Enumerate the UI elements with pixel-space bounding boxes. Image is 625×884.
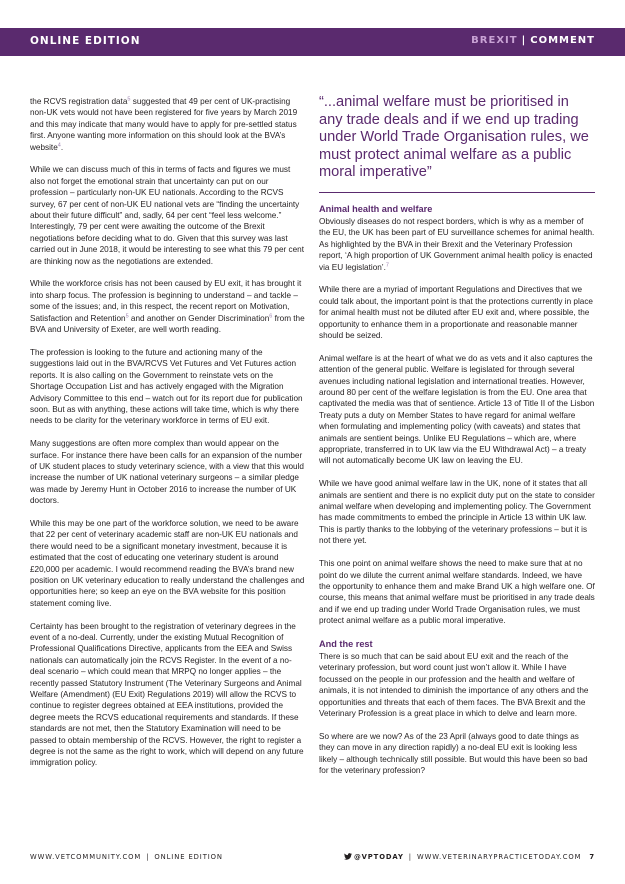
body-paragraph (319, 558, 595, 626)
body-paragraph (319, 731, 595, 777)
body-paragraph (30, 347, 306, 427)
body-paragraph (319, 478, 595, 546)
footer (30, 853, 595, 867)
footer-left (30, 853, 223, 861)
right-column-body (319, 203, 595, 776)
pull-quote: “...animal welfare must be prioritised in any trade deals and if we end up trading under World Trade Organisation rules, we must protect animal welfare as a public moral imperative” (319, 94, 595, 193)
footer-separator-2: | (408, 853, 412, 861)
footer-edition: ONLINE EDITION (154, 853, 223, 861)
paragraph-text: and another on Gender Discrimination (128, 313, 270, 323)
paragraph-text: While we have good animal welfare law in the UK, none of it states that all animals are sentient and there is no explicit duty put on the state to consider animal welfare when developing and implementing policy. The Government has made commitments to embed the principle in Article 13 within UK law. This is partly thanks to the lobbying of the veterinary professions – but it is not there yet. (319, 479, 595, 546)
body-paragraph (319, 651, 595, 719)
paragraph-text: While the workforce crisis has not been caused by EU exit, it has brought it into sharp focus. The profession is beginning to understand – and tackle – some of the issues; and, in this respect, the recent report on Motivation, Satisfaction and Retention (30, 279, 302, 323)
body-paragraph (319, 353, 595, 467)
paragraph-text: So where are we now? As of the 23 April (always good to date things as they can move in any direction rapidly) a no-deal EU exit is looking less likely – although technically still possible. But would this have been so bad for the veterinary profession? (319, 731, 588, 775)
body-paragraph (30, 278, 306, 335)
body-paragraph (319, 216, 595, 273)
body-paragraph (30, 621, 306, 769)
left-column (30, 96, 306, 769)
reference-marker: 5 (127, 96, 131, 103)
paragraph-text: Obviously diseases do not respect borders, which is why as a member of the EU, the UK has been part of EU surveillance schemes for animal health. As highlighted by the BVA in their Brexit and the Veterinary Profession report, ‘A high proportion of UK Government animal health policy is enacted via EU legislation’. (319, 216, 595, 272)
body-paragraph (30, 96, 306, 153)
section-label: BREXIT (471, 35, 518, 46)
footer-separator: | (146, 853, 150, 861)
page-number: 7 (589, 853, 595, 861)
paragraph-text: suggested that 49 per cent of UK-practising non-UK vets would not have been registered for five years by March 2019 and this may indicate that many would have to apply for pre-settled status first. Anyone wanting more information on this should look at the BVA’s website (30, 97, 298, 152)
section-heading: And the rest (319, 638, 373, 649)
footer-right (344, 853, 595, 861)
section-heading: Animal health and welfare (319, 203, 433, 214)
header-bar (0, 28, 625, 56)
body-paragraph (30, 518, 306, 609)
reference-marker: 4 (57, 141, 61, 148)
right-column (319, 96, 595, 776)
subsection-label: COMMENT (530, 35, 595, 46)
body-paragraph (319, 284, 595, 341)
paragraph-text: While we can discuss much of this in terms of facts and figures we must also not forget the emotional strain that uncertainty can put on our profession – particularly non-UK EU nationals. According to the RCVS survey, 67 per cent of non-UK EU national vets are “finding the uncertainty about their future difficult” and, sadly, 64 per cent “feel less welcome.” Interestingly, 79 per cent were awaiting the outcome of the Brexit negotiations before deciding what to do. Given that this survey was last carried out in June 2018, it would be interesting to see what this 79 per cent are thinking now as the negotiations are extended. (30, 165, 304, 266)
paragraph-text: The profession is looking to the future and actioning many of the suggestions laid out in the BVA/RCVS Vet Futures and Vet Futures action reports. It is also calling on the Government to reinstate vets on the Shortage Occupation List and has actively engaged with the Migration Advisory Committee to this end – watch out for its report due for publication soon. But as with anything, these actions will take time, which is why there needs to be clarity for the veterinary workforce in terms of EU exit. (30, 347, 303, 426)
paragraph-text: the RCVS registration data (30, 97, 128, 106)
paragraph-text: Animal welfare is at the heart of what we do as vets and it also captures the attention of the general public. Welfare is legislated for through several avenues including national legislation and international treaties. However, around 80 per cent of the welfare legislation is from the EU. One area that captivated the media was that of sentience. Article 13 of Title II of the Lisbon Treaty puts a duty on Member States to have regard for animal welfare when formulating and implementing policy (with caveats) and states that animals are sentient beings. Unlike EU Regulations – which are, where appropriate, transferred in to UK law via the EU Withdrawal Act) – a treaty will not automatically become UK law on leaving the EU. (319, 353, 595, 466)
edition-label: ONLINE EDITION (30, 35, 141, 47)
section-separator: | (521, 35, 527, 46)
paragraph-text: While this may be one part of the workforce solution, we need to be aware that 22 per cent of veterinary academic staff are non-UK EU nationals and there would need to be a significant monetary investment, because it is estimated that the cost of educating one veterinary student is around £20,000 per academic. I would recommend reading the BVA’s brand new position on UK veterinary education to really understand the challenges and opportunities here; so keep an eye on the BVA website for this position statement coming live. (30, 518, 305, 608)
twitter-handle-link[interactable]: @VPTODAY (353, 853, 404, 861)
paragraph-text: Many suggestions are often more complex than would appear on the surface. For instance there have been calls for an expansion of the number of UK student places to study veterinary science, with a view that this would increase the number of UK national veterinary surgeons – a similar pledge was made by Jeremy Hunt in October 2016 to increase the number of UK doctors. (30, 439, 304, 506)
reference-marker: 5 (125, 312, 129, 319)
paragraph-text: There is so much that can be said about EU exit and the reach of the veterinary profession, but word count just won’t allow it. While I have focussed on the people in our profession and the health and welfare of animals, it is not intended to diminish the importance of any others and the opportunities and threats that each of them faces. The BVA Brexit and the Veterinary Profession is a great place in which to delve and learn more. (319, 651, 589, 718)
twitter-bird-icon (344, 853, 352, 860)
paragraph-text: from the BVA and University of Exeter, are well worth reading. (30, 313, 305, 335)
body-paragraph (30, 164, 306, 267)
footer-site2-link[interactable]: WWW.VETERINARYPRACTICETODAY.COM (416, 853, 582, 861)
paragraph-text: This one point on animal welfare shows the need to make sure that at no point do we dilute the current animal welfare standards. Indeed, we have the opportunity to enhance them and make Brand UK a high welfare one. Of course, this means that animal welfare must be prioritised in any trade deals and if we end up trading under World Trade Organisation rules, we must protect animal welfare as a public moral imperative. (319, 559, 595, 626)
paragraph-text: Certainty has been brought to the registration of veterinary degrees in the event of a no-deal. Currently, under the existing Mutual Recognition of Professional Qualifications Directive, applicants from the EEA and Swiss nationals can automatically join the RCVS Register. In the event of a no-deal scenario – which could mean that MRPQ no longer applies – the recently passed Statutory Instrument (The Veterinary Surgeons and Animal Welfare (Amendment) (EU Exit) Regulations 2019) will allow the RCVS to continue to register degrees obtained at EEA institutions, provided the degree meets the RCVS educational requirements and standards. If these standards are not met, then the Statutory Examination will need to be passed to obtain membership of the RCVS. However, the right to register a degree is not the same as the right to work, which will depend on any future immigration policy. (30, 621, 304, 768)
footer-site-link[interactable]: WWW.VETCOMMUNITY.COM (30, 853, 142, 861)
reference-marker: 6 (269, 312, 273, 319)
paragraph-text: While there are a myriad of important Regulations and Directives that we could talk about, the important point is that the protections currently in place for animal health must not be diluted after EU exit and, where possible, the opportunity to enhance them in a proportionate and reasonable manner should be seized. (319, 285, 593, 341)
reference-marker: 7 (385, 261, 389, 268)
paragraph-text: . (60, 142, 64, 152)
section-tag (471, 35, 595, 46)
body-paragraph (30, 438, 306, 506)
